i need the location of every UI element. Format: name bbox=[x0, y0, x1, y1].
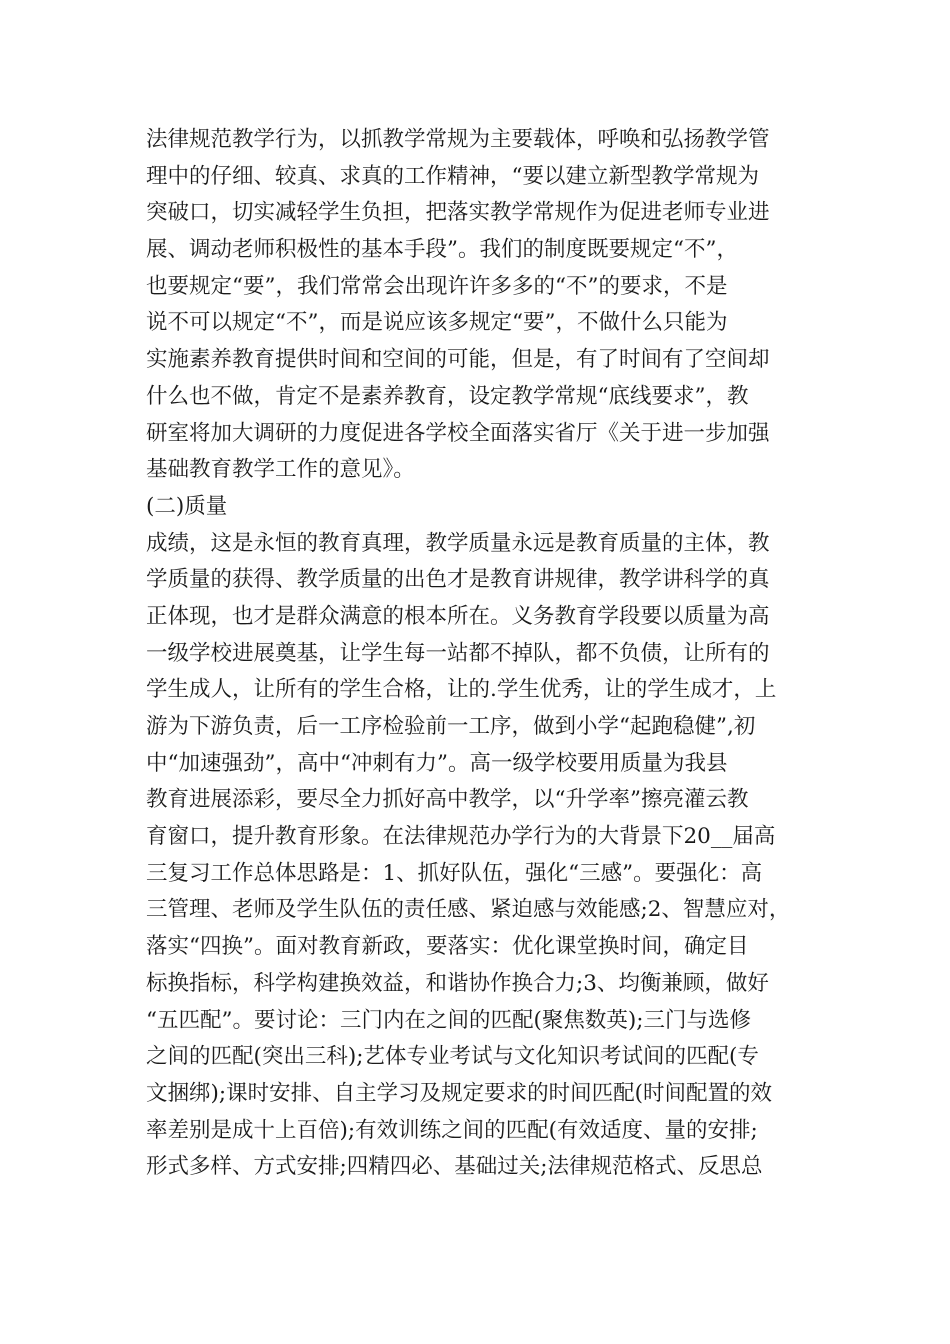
text-line: 实施素养教育提供时间和空间的可能，但是，有了时间有了空间却 bbox=[146, 347, 770, 373]
text-line: 一级学校进展奠基，让学生每一站都不掉队，都不负债，让所有的 bbox=[146, 640, 770, 666]
text-line: 正体现，也才是群众满意的根本所在。义务教育学段要以质量为高 bbox=[146, 603, 770, 629]
text-line: 三管理、老师及学生队伍的责任感、紧迫感与效能感;2、智慧应对， bbox=[146, 897, 791, 923]
text-line: 展、调动老师积极性的基本手段”。我们的制度既要规定“不”， bbox=[146, 237, 738, 263]
text-line: 突破口，切实减轻学生负担，把落实教学常规作为促进老师专业进 bbox=[146, 200, 770, 226]
text-line: 游为下游负责，后一工序检验前一工序，做到小学“起跑稳健”,初 bbox=[146, 714, 756, 739]
text-line: “五匹配”。要讨论：三门内在之间的匹配(聚焦数英);三门与选修 bbox=[146, 1007, 752, 1033]
document-body bbox=[146, 122, 816, 1186]
text-line: 成绩，这是永恒的教育真理，教学质量永远是教育质量的主体，教 bbox=[146, 530, 770, 556]
text-line: 之间的匹配(突出三科);艺体专业考试与文化知识考试间的匹配(专 bbox=[146, 1044, 759, 1070]
text-line: 研室将加大调研的力度促进各学校全面落实省厅《关于进一步加强 bbox=[146, 420, 770, 446]
text-line: 法律规范教学行为，以抓教学常规为主要载体，呼唤和弘扬教学管 bbox=[146, 127, 770, 152]
text-line: 三复习工作总体思路是：1、抓好队伍，强化“三感”。要强化：高 bbox=[146, 860, 763, 886]
text-line: 文捆绑);课时安排、自主学习及规定要求的时间匹配(时间配置的效 bbox=[146, 1080, 773, 1106]
text-line: 什么也不做，肯定不是素养教育，设定教学常规“底线要求”，教 bbox=[146, 383, 749, 409]
text-line: 学质量的获得、教学质量的出色才是教育讲规律，教学讲科学的真 bbox=[146, 567, 770, 593]
text-line: 落实“四换”。面对教育新政，要落实：优化课堂换时间，确定目 bbox=[146, 934, 749, 960]
text-line: 基础教育教学工作的意见》。 bbox=[146, 457, 415, 483]
text-line: 教育进展添彩，要尽全力抓好高中教学，以“升学率”擦亮灌云教 bbox=[146, 787, 749, 813]
text-line: 标换指标，科学构建换效益，和谐协作换合力;3、均衡兼顾，做好 bbox=[146, 970, 769, 996]
section-heading: (二)质量 bbox=[146, 493, 228, 519]
text-line: 说不可以规定“不”，而是说应该多规定“要”，不做什么只能为 bbox=[146, 310, 728, 336]
text-line: 率差别是成十上百倍);有效训练之间的匹配(有效适度、量的安排; bbox=[146, 1117, 758, 1143]
text-line: 育窗口，提升教育形象。在法律规范办学行为的大背景下20__届高 bbox=[146, 824, 776, 850]
text-line: 学生成人，让所有的学生合格，让的.学生优秀，让的学生成才，上 bbox=[146, 677, 777, 703]
text-line: 中“加速强劲”，高中“冲刺有力”。高一级学校要用质量为我县 bbox=[146, 750, 728, 776]
text-line: 形式多样、方式安排;四精四必、基础过关;法律规范格式、反思总 bbox=[146, 1154, 763, 1180]
text-line: 理中的仔细、较真、求真的工作精神，“要以建立新型教学常规为 bbox=[146, 163, 759, 189]
text-line: 也要规定“要”，我们常常会出现许许多多的“不”的要求，不是 bbox=[146, 273, 728, 299]
